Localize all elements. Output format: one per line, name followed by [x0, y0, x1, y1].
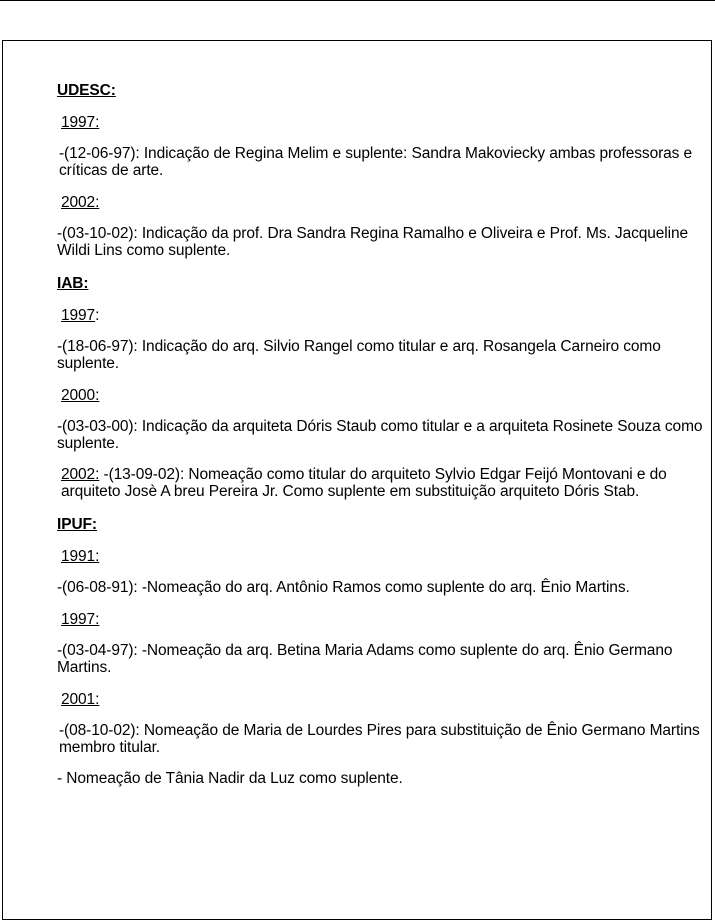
year-iab-1997	[61, 306, 711, 324]
top-rule	[0, 0, 715, 1]
document-content	[57, 80, 711, 801]
year-ipuf-1991: 1991:	[61, 548, 100, 565]
entry-iab-2000: -(03-03-00): Indicação da arquiteta Dóris Staub como titular e a arquiteta Rosinete Souza como suplente.	[57, 418, 703, 452]
year-iab-1997-number: 1997	[61, 307, 96, 324]
entry-iab-2002-text: -(13-09-02): Nomeação como titular do arquiteto Sylvio Edgar Feijó Montovani e do arquiteto Josè A breu Pereira Jr. Como suplente em substituição arquiteto Dóris Stab.	[61, 466, 667, 500]
entry-iab-2002	[61, 466, 711, 500]
entry-ipuf-2001: -(08-10-02): Nomeação de Maria de Lourdes Pires para substituição de Ênio Germano Martins membro titular.	[59, 722, 700, 756]
entry-udesc-2002: -(03-10-02): Indicação da prof. Dra Sandra Regina Ramalho e Oliveira e Prof. Ms. Jacqueline Wildi Lins como suplente.	[57, 225, 689, 259]
entry-iab-1997: -(18-06-97): Indicação do arq. Silvio Rangel como titular e arq. Rosangela Carneiro como suplente.	[57, 338, 661, 372]
year-iab-2000: 2000:	[61, 387, 100, 404]
year-ipuf-2001: 2001:	[61, 691, 100, 708]
year-udesc-2002: 2002:	[61, 194, 100, 211]
year-ipuf-1997: 1997:	[61, 611, 100, 628]
year-iab-2002: 2002:	[61, 466, 100, 483]
entry-ipuf-1997: -(03-04-97): -Nomeação da arq. Betina Maria Adams como suplente do arq. Ênio Germano Martins.	[57, 642, 673, 676]
year-iab-1997-colon: :	[95, 307, 100, 324]
entry-udesc-1997: -(12-06-97): Indicação de Regina Melim e suplente: Sandra Makoviecky ambas professoras e críticas de arte.	[59, 145, 693, 179]
year-udesc-1997: 1997:	[61, 114, 100, 131]
section-heading-iab: IAB:	[57, 275, 89, 292]
entry-ipuf-2001-second: - Nomeação de Tânia Nadir da Luz como suplente.	[57, 770, 403, 787]
section-heading-ipuf: IPUF:	[57, 516, 97, 533]
section-heading-udesc: UDESC:	[57, 82, 116, 99]
entry-ipuf-1991: -(06-08-91): -Nomeação do arq. Antônio Ramos como suplente do arq. Ênio Martins.	[57, 579, 630, 596]
